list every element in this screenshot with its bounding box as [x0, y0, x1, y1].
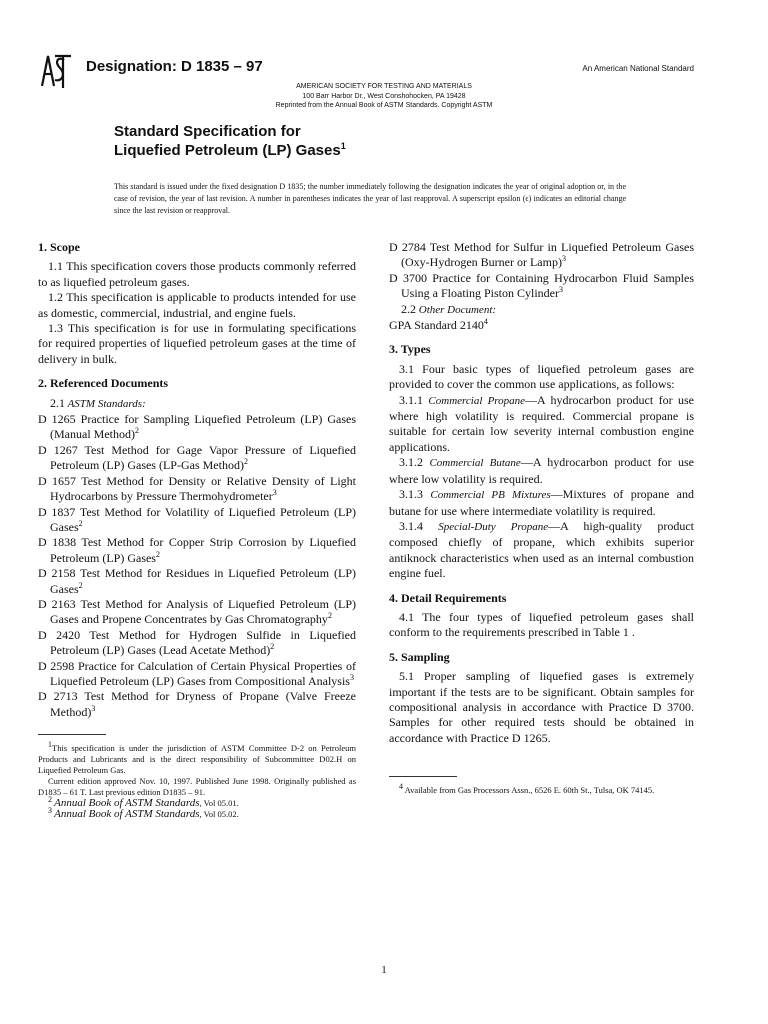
paragraph-3-1-1: 3.1.1 Commercial Propane—A hydrocarbon product for use where high volatility is required. Commercial propane is suitable for certain low severity internal combustion engine applications. — [389, 392, 695, 454]
reference-item: D 2598 Practice for Calculation of Certain Physical Properties of Liquefied Petroleum (LP) Gases from Compositional Analysis$^3$ — [38, 658, 356, 688]
title-line-1: Standard Specification for — [114, 123, 301, 140]
section-heading-types: 3. Types — [389, 342, 431, 357]
footnote-divider — [38, 734, 106, 735]
paragraph-1-2: 1.2 This specification is applicable to products intended for use as domestic, commercial, industrial, and engine fuels. — [38, 290, 356, 320]
reference-item: D 2713 Test Method for Dryness of Propane (Valve Freeze Method)$^3$ — [38, 689, 356, 719]
paragraph-4-1: 4.1 The four types of liquefied petroleum gases shall conform to the requirements prescribed in Table 1 . — [389, 609, 694, 640]
section-heading-referenced: 2. Referenced Documents — [38, 376, 169, 391]
left-column — [38, 240, 356, 820]
section-heading-scope: 1. Scope — [38, 240, 80, 254]
footnote-1b: Current edition approved Nov. 10, 1997. Published June 1998. Originally published as D1835 – 61 T. Last previous edition D1835 – 91. — [38, 776, 356, 798]
subheading-other-document: 2.2 Other Document: — [401, 301, 497, 316]
society-name: AMERICAN SOCIETY FOR TESTING AND MATERIALS — [296, 83, 472, 90]
paragraph-3-1-4: 3.1.4 Special-Duty Propane—A high-quality product composed chiefly of propane, which exhibits superior antiknock characteristics when used as an internal combustion engine fuel. — [389, 518, 694, 581]
reference-item: D 1837 Test Method for Volatility of Liquefied Petroleum (LP) Gases$^2$ — [38, 504, 356, 534]
national-standard-label: An American National Standard — [582, 64, 694, 73]
reference-item: D 2158 Test Method for Residues in Liquefied Petroleum (LP) Gases$^2$ — [38, 566, 356, 596]
title-line-2: Liquefied Petroleum (LP) Gases$^1$ — [114, 141, 346, 159]
footnotes-right — [389, 782, 694, 796]
paragraph-3-1-2: 3.1.2 Commercial Butane—A hydrocarbon product for use where low volatility is required. — [389, 455, 694, 486]
paragraph-5-1: 5.1 Proper sampling of liquefied gases is extremely important if the tests are to be significant. Obtain samples for compositional analysis in accordance with Practice D 3700. Samples for other required tests should be obtained in accordance with Practice D 1265. — [389, 669, 694, 745]
section-heading-detail: 4. Detail Requirements — [389, 590, 507, 605]
section-heading-sampling: 5. Sampling — [389, 649, 450, 664]
gpa-standard: GPA Standard 2140$^4$ — [389, 317, 488, 333]
reference-item: D 1267 Test Method for Gage Vapor Pressure of Liquefied Petroleum (LP) Gases (LP-Gas Method)$^2$ — [38, 442, 356, 473]
paragraph-3-1-3: 3.1.3 Commercial PB Mixtures—Mixtures of propane and butane for use where intermediate volatility is required. — [389, 487, 695, 518]
right-column — [389, 240, 694, 796]
issued-note: This standard is issued under the fixed designation D 1835; the number immediately following the designation indicates the year of original adoption or, in the case of revision, the year of last revision. A number in parentheses indicates the year of last reapproval. A superscript epsilon (ϵ) indicates an editorial change since the last revision or reapproval. — [114, 182, 626, 215]
page-number: 1 — [381, 964, 387, 976]
referenced-list — [38, 412, 356, 720]
designation: Designation: D 1835 – 97 — [86, 58, 263, 75]
reference-item: D 2420 Test Method for Hydrogen Sulfide in Liquefied Petroleum (LP) Gases (Lead Acetate Method)$^2$ — [38, 627, 356, 658]
reference-item: D 2784 Test Method for Sulfur in Liquefied Petroleum Gases (Oxy-Hydrogen Burner or Lamp)$^3$ — [389, 240, 694, 270]
paragraph-1-1: 1.1 This specification covers those products commonly referred to as liquefied petroleum gases. — [38, 259, 356, 289]
title-footnote-mark: 1 — [340, 141, 346, 151]
reference-item: D 1265 Practice for Sampling Liquefied Petroleum (LP) Gases (Manual Method)$^2$ — [38, 412, 356, 442]
document-title — [114, 122, 346, 160]
reference-item: D 1838 Test Method for Copper Strip Corrosion by Liquefied Petroleum (LP) Gases$^2$ — [38, 535, 356, 565]
paragraph-3-1: 3.1 Four basic types of liquefied petroleum gases are provided to cover the common use applications, as follows: — [389, 361, 694, 392]
reference-item: D 3700 Practice for Containing Hydrocarbon Fluid Samples Using a Floating Piston Cylinder$^3$ — [389, 270, 694, 301]
society-block — [0, 82, 768, 111]
subheading-astm-standards: 2.1 ASTM Standards: — [50, 395, 146, 410]
footnotes-left — [38, 740, 356, 821]
reference-item: D 1657 Test Method for Density or Relative Density of Light Hydrocarbons by Pressure Thermohydrometer$^3$ — [38, 473, 356, 504]
reference-item: D 2163 Test Method for Analysis of Liquefied Petroleum (LP) Gases and Propene Concentrates by Gas Chromatography$^2$ — [38, 596, 356, 627]
paragraph-1-3: 1.3 This specification is for use in formulating specifications for required properties of liquefied petroleum gases at the time of delivery in bulk. — [38, 321, 356, 366]
footnote-2: $^2$ Annual Book of ASTM Standards, Vol 05.01. — [48, 795, 239, 810]
footnote-divider-right — [389, 776, 457, 777]
referenced-list-continued — [389, 240, 694, 302]
footnote-1: $^1$This specification is under the jurisdiction of ASTM Committee D-2 on Petroleum Products and Lubricants and is the direct responsibility of Subcommittee D02.H on Liquefied Petroleum Gas. — [38, 740, 356, 776]
footnote-4: $^4$ Available from Gas Processors Assn., 6526 E. 60th St., Tulsa, OK 74145. — [399, 782, 655, 796]
society-address: 100 Barr Harbor Dr., West Conshohocken, PA 19428 — [302, 92, 466, 100]
society-reprint: Reprinted from the Annual Book of ASTM Standards. Copyright ASTM — [275, 102, 493, 109]
footnote-3: $^3$ Annual Book of ASTM Standards, Vol 05.02. — [48, 806, 239, 821]
